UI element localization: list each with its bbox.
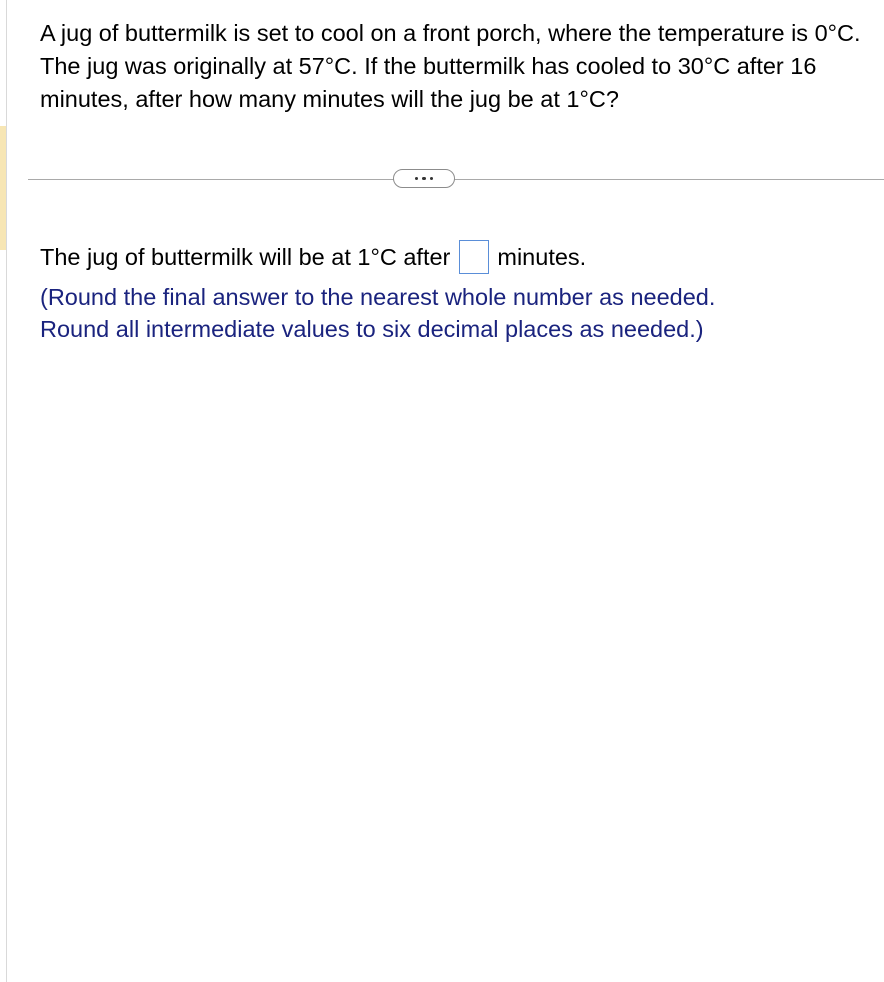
- hint-line-1: (Round the final answer to the nearest whole number as needed.: [40, 284, 716, 310]
- show-more-button[interactable]: [393, 169, 455, 188]
- rounding-instructions: [40, 281, 870, 345]
- hint-line-2: Round all intermediate values to six decimal places as needed.): [40, 316, 704, 342]
- answer-prefix: The jug of buttermilk will be at 1°C after: [40, 244, 451, 270]
- left-accent-bar: [0, 126, 6, 250]
- left-border-line: [6, 0, 7, 982]
- answer-input[interactable]: [459, 240, 489, 274]
- section-divider: [28, 179, 884, 180]
- answer-suffix: minutes.: [497, 244, 587, 270]
- ellipsis-icon: [415, 177, 419, 181]
- ellipsis-icon: [422, 177, 426, 181]
- answer-sentence: [40, 239, 586, 275]
- question-text: A jug of buttermilk is set to cool on a front porch, where the temperature is 0°C. The jug was originally at 57°C. If the buttermilk has cooled to 30°C after 16 minutes, after how many minutes will the jug be at 1°C?: [40, 20, 861, 112]
- ellipsis-icon: [430, 177, 434, 181]
